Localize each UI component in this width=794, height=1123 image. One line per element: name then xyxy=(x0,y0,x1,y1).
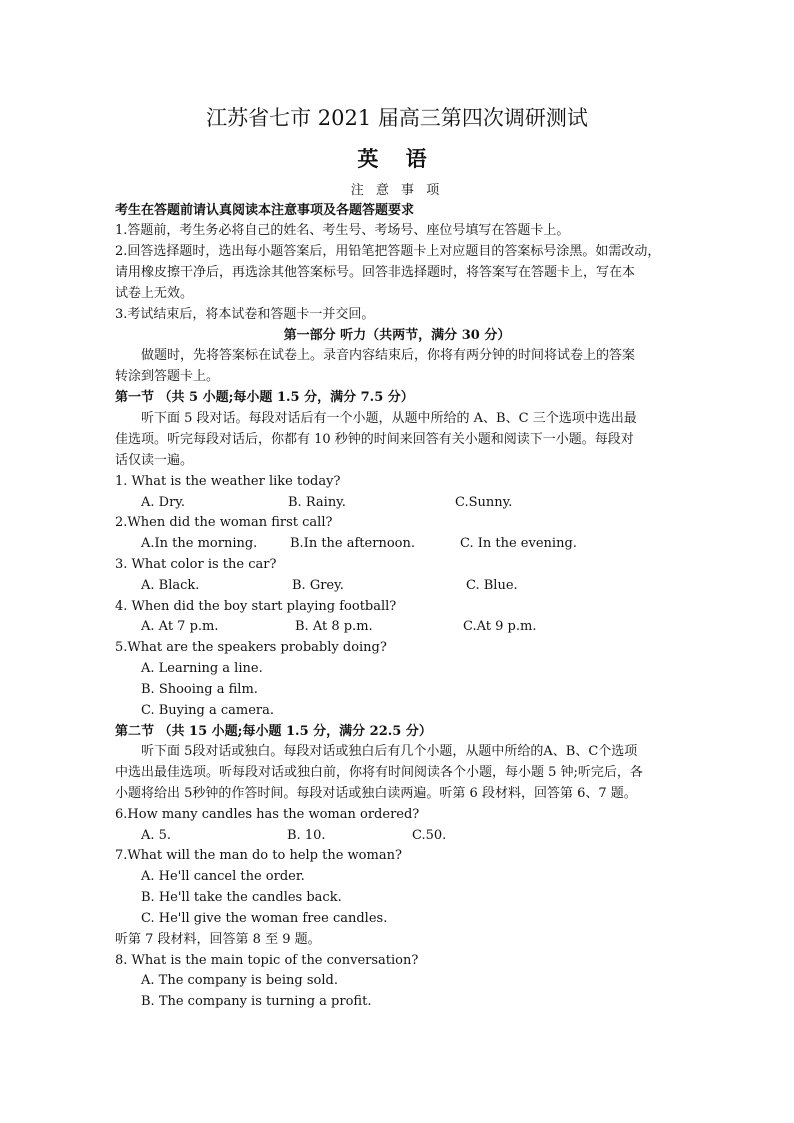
question-5-option-b: B. Shooing a film. xyxy=(141,682,258,697)
option-a: A.In the morning. xyxy=(141,536,258,551)
question-7-option-a: A. He'll cancel the order. xyxy=(141,869,305,884)
question-5-option-a: A. Learning a line. xyxy=(141,661,263,676)
option-b: B.In the afternoon. xyxy=(290,536,415,551)
question-7-option-b: B. He'll take the candles back. xyxy=(141,890,342,905)
section1-heading: 第一节 （共 5 小题;每小题 1.5 分，满分 7.5 分） xyxy=(115,390,414,405)
option-b: B. At 8 p.m. xyxy=(295,619,373,634)
question-2-options xyxy=(0,534,794,554)
section1-intro-line-2: 佳选项。听完每段对话后，你都有 10 秒钟的时间来回答有关小题和阅读下一小题。每段对 xyxy=(115,432,634,447)
question-6-options xyxy=(0,826,794,846)
question-8-option-a: A. The company is being sold. xyxy=(141,973,338,988)
question-6: 6.How many candles has the woman ordered? xyxy=(115,807,420,822)
section2-intro-line-1: 听下面 5段对话或独白。每段对话或独白后有几个小题，从题中所给的A、B、C个选项 xyxy=(141,744,638,759)
option-a: A. Dry. xyxy=(141,495,186,510)
option-c: C.Sunny. xyxy=(455,495,513,510)
subject-title: 英 语 xyxy=(357,146,437,171)
option-b: B. Grey. xyxy=(292,578,344,593)
question-2: 2.When did the woman first call? xyxy=(115,515,333,530)
section2-heading: 第二节 （共 15 小题;每小题 1.5 分，满分 22.5 分） xyxy=(115,724,432,739)
question-1: 1. What is the weather like today? xyxy=(115,474,341,489)
notice-item-1: 1.答题前，考生务必将自己的姓名、考生号、考场号、座位号填写在答题卡上。 xyxy=(115,223,570,238)
notice-heading: 注 意 事 项 xyxy=(350,183,444,198)
question-4-options xyxy=(0,617,794,637)
question-7: 7.What will the man do to help the woman? xyxy=(115,848,402,863)
option-b: B. 10. xyxy=(287,828,326,843)
section1-intro-line-1: 听下面 5 段对话。每段对话后有一个小题，从题中所给的 A、B、C 三个选项中选出最 xyxy=(141,411,637,426)
question-7-option-c: C. He'll give the woman free candles. xyxy=(141,911,388,926)
section2-intro-line-3: 小题将给出 5秒钟的作答时间。每段对话或独白读两遍。听第 6 段材料，回答第 6、7 题。 xyxy=(115,786,637,801)
notice-item-3: 3.考试结束后，将本试卷和答题卡一并交回。 xyxy=(115,307,375,322)
option-b: B. Rainy. xyxy=(288,495,346,510)
question-5: 5.What are the speakers probably doing? xyxy=(115,640,387,655)
question-3-options xyxy=(0,576,794,596)
option-c: C.50. xyxy=(412,828,447,843)
option-c: C. In the evening. xyxy=(460,536,577,551)
part1-intro-line-1: 做题时，先将答案标在试卷上。录音内容结束后，你将有两分钟的时间将试卷上的答案 xyxy=(141,348,636,363)
section2-intro-line-2: 中选出最佳选项。听每段对话或独白前，你将有时间阅读各个小题，每小题 5 钟;听完后，各 xyxy=(115,765,643,780)
notice-item-2-line-3: 试卷上无效。 xyxy=(115,286,194,301)
option-a: A. Black. xyxy=(141,578,200,593)
segment-7-instruction: 听第 7 段材料，回答第 8 至 9 题。 xyxy=(115,932,321,947)
notice-lead: 考生在答题前请认真阅读本注意事项及各题答题要求 xyxy=(115,203,415,218)
part1-heading: 第一部分 听力（共两节，满分 30 分） xyxy=(283,328,511,343)
part1-intro-line-2: 转涂到答题卡上。 xyxy=(115,369,220,384)
notice-item-2-line-1: 2.回答选择题时，选出每小题答案后，用铅笔把答题卡上对应题目的答案标号涂黑。如需改动， xyxy=(115,244,661,259)
option-c: C.At 9 p.m. xyxy=(463,619,537,634)
section1-intro-line-3: 话仅读一遍。 xyxy=(115,453,194,468)
question-4: 4. When did the boy start playing football? xyxy=(115,599,397,614)
option-c: C. Blue. xyxy=(466,578,518,593)
question-8-option-b: B. The company is turning a profit. xyxy=(141,994,372,1009)
exam-title: 江苏省七市 2021 届高三第四次调研测试 xyxy=(206,106,588,130)
question-1-options xyxy=(0,493,794,513)
option-a: A. At 7 p.m. xyxy=(141,619,219,634)
option-a: A. 5. xyxy=(141,828,172,843)
question-3: 3. What color is the car? xyxy=(115,557,277,572)
question-8: 8. What is the main topic of the conversation? xyxy=(115,953,419,968)
question-5-option-c: C. Buying a camera. xyxy=(141,703,275,718)
notice-item-2-line-2: 请用橡皮擦干净后，再选涂其他答案标号。回答非选择题时，将答案写在答题卡上，写在本 xyxy=(115,265,636,280)
